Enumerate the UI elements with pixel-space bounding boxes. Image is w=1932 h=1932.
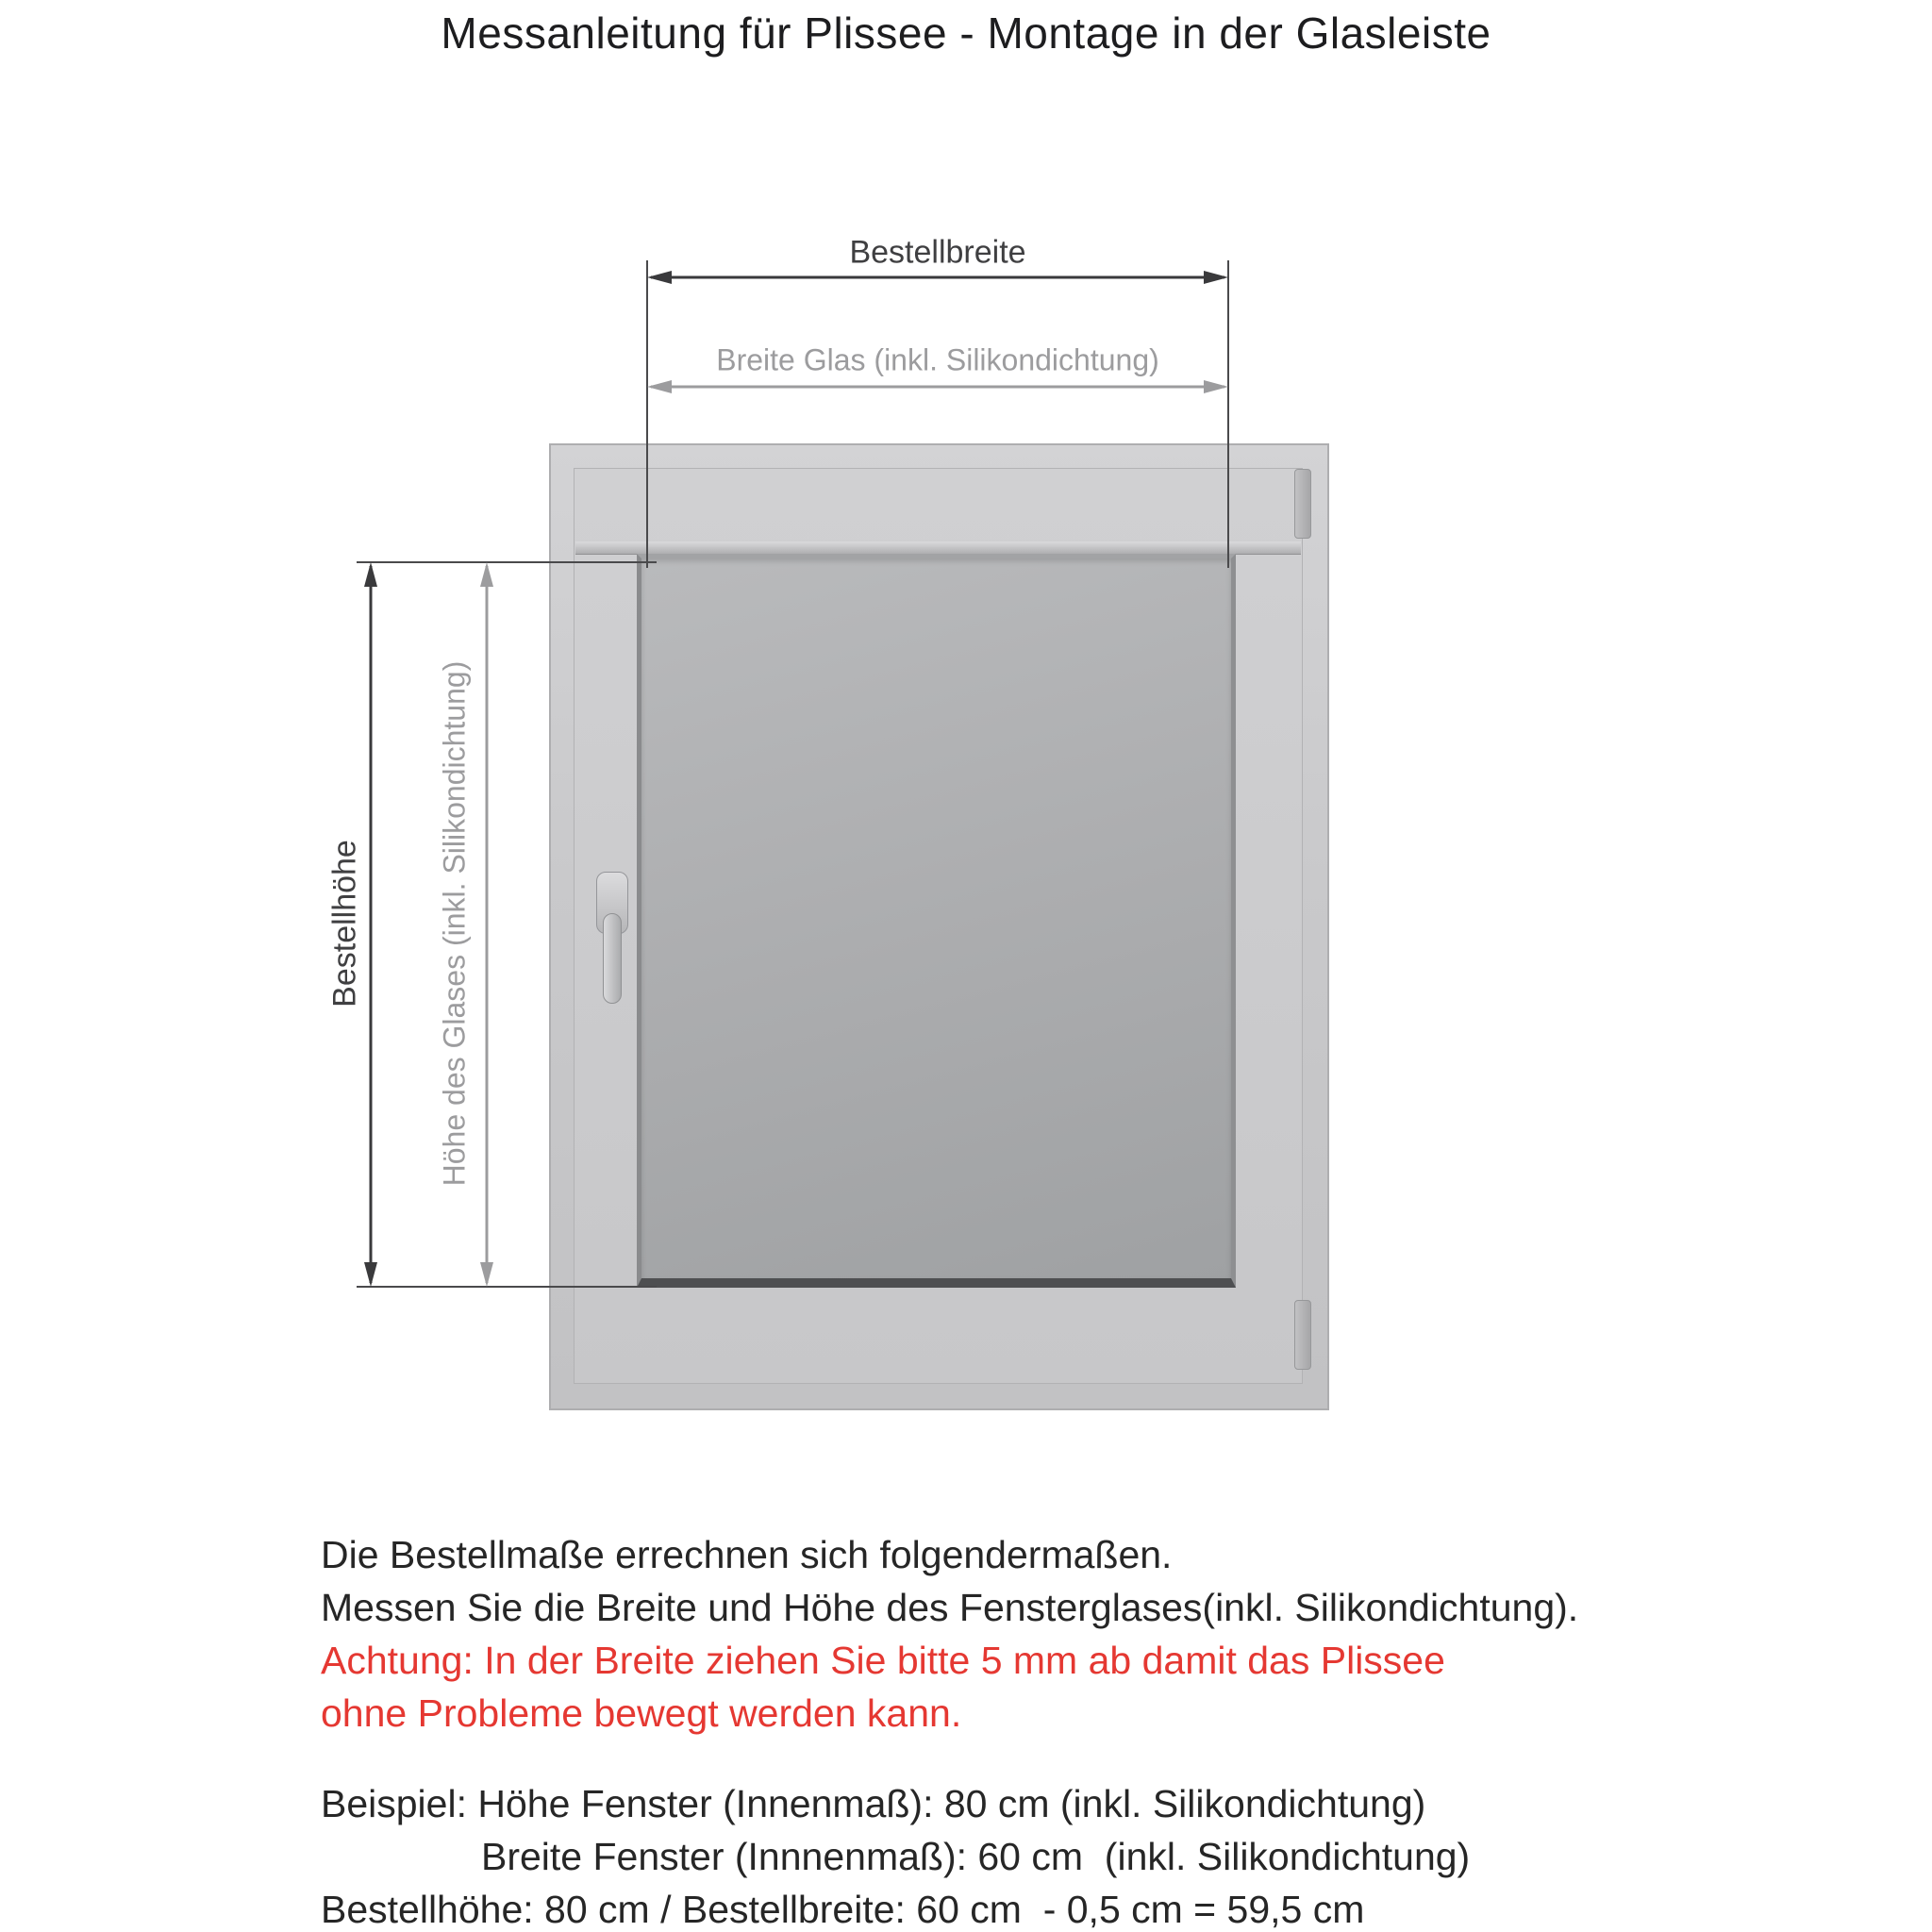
glass-height-label: Höhe des Glases (inkl. Silikondichtung) <box>437 660 472 1187</box>
order-height-label: Bestellhöhe <box>326 840 363 1008</box>
glass-width-label: Breite Glas (inkl. Silikondichtung) <box>716 342 1159 377</box>
instruction-warning-line-2: ohne Probleme bewegt werden kann. <box>321 1691 962 1735</box>
glass-width-arrowhead-right <box>1204 380 1228 393</box>
text-spacer <box>321 1740 1792 1777</box>
example-line-3: Bestellhöhe: 80 cm / Bestellbreite: 60 cm - 0,5 cm = 59,5 cm <box>321 1888 1365 1931</box>
order-height-arrowhead-top <box>364 562 377 587</box>
order-height-arrowhead-bottom <box>364 1262 377 1287</box>
instruction-intro-line-1: Die Bestellmaße errechnen sich folgendermaßen. <box>321 1533 1173 1576</box>
glass-height-arrowhead-top <box>480 562 493 587</box>
page-title: Messanleitung für Plissee - Montage in der Glasleiste <box>441 8 1491 58</box>
instruction-intro-line-2: Messen Sie die Breite und Höhe des Fensterglases(inkl. Silikondichtung). <box>321 1586 1579 1629</box>
glass-height-arrowhead-bottom <box>480 1262 493 1287</box>
example-line-1: Beispiel: Höhe Fenster (Innenmaß): 80 cm (inkl. Silikondichtung) <box>321 1782 1426 1825</box>
glass-width-arrowhead-left <box>647 380 672 393</box>
order-width-arrowhead-right <box>1204 271 1228 284</box>
order-width-arrowhead-left <box>647 271 672 284</box>
example-line-2: Breite Fenster (Innnenmaß): 60 cm (inkl. Silikondichtung) <box>481 1835 1471 1878</box>
instruction-warning-line-1: Achtung: In der Breite ziehen Sie bitte 5 mm ab damit das Plissee <box>321 1639 1445 1682</box>
order-width-label: Bestellbreite <box>849 234 1026 271</box>
instructions-block <box>321 1528 1792 1932</box>
